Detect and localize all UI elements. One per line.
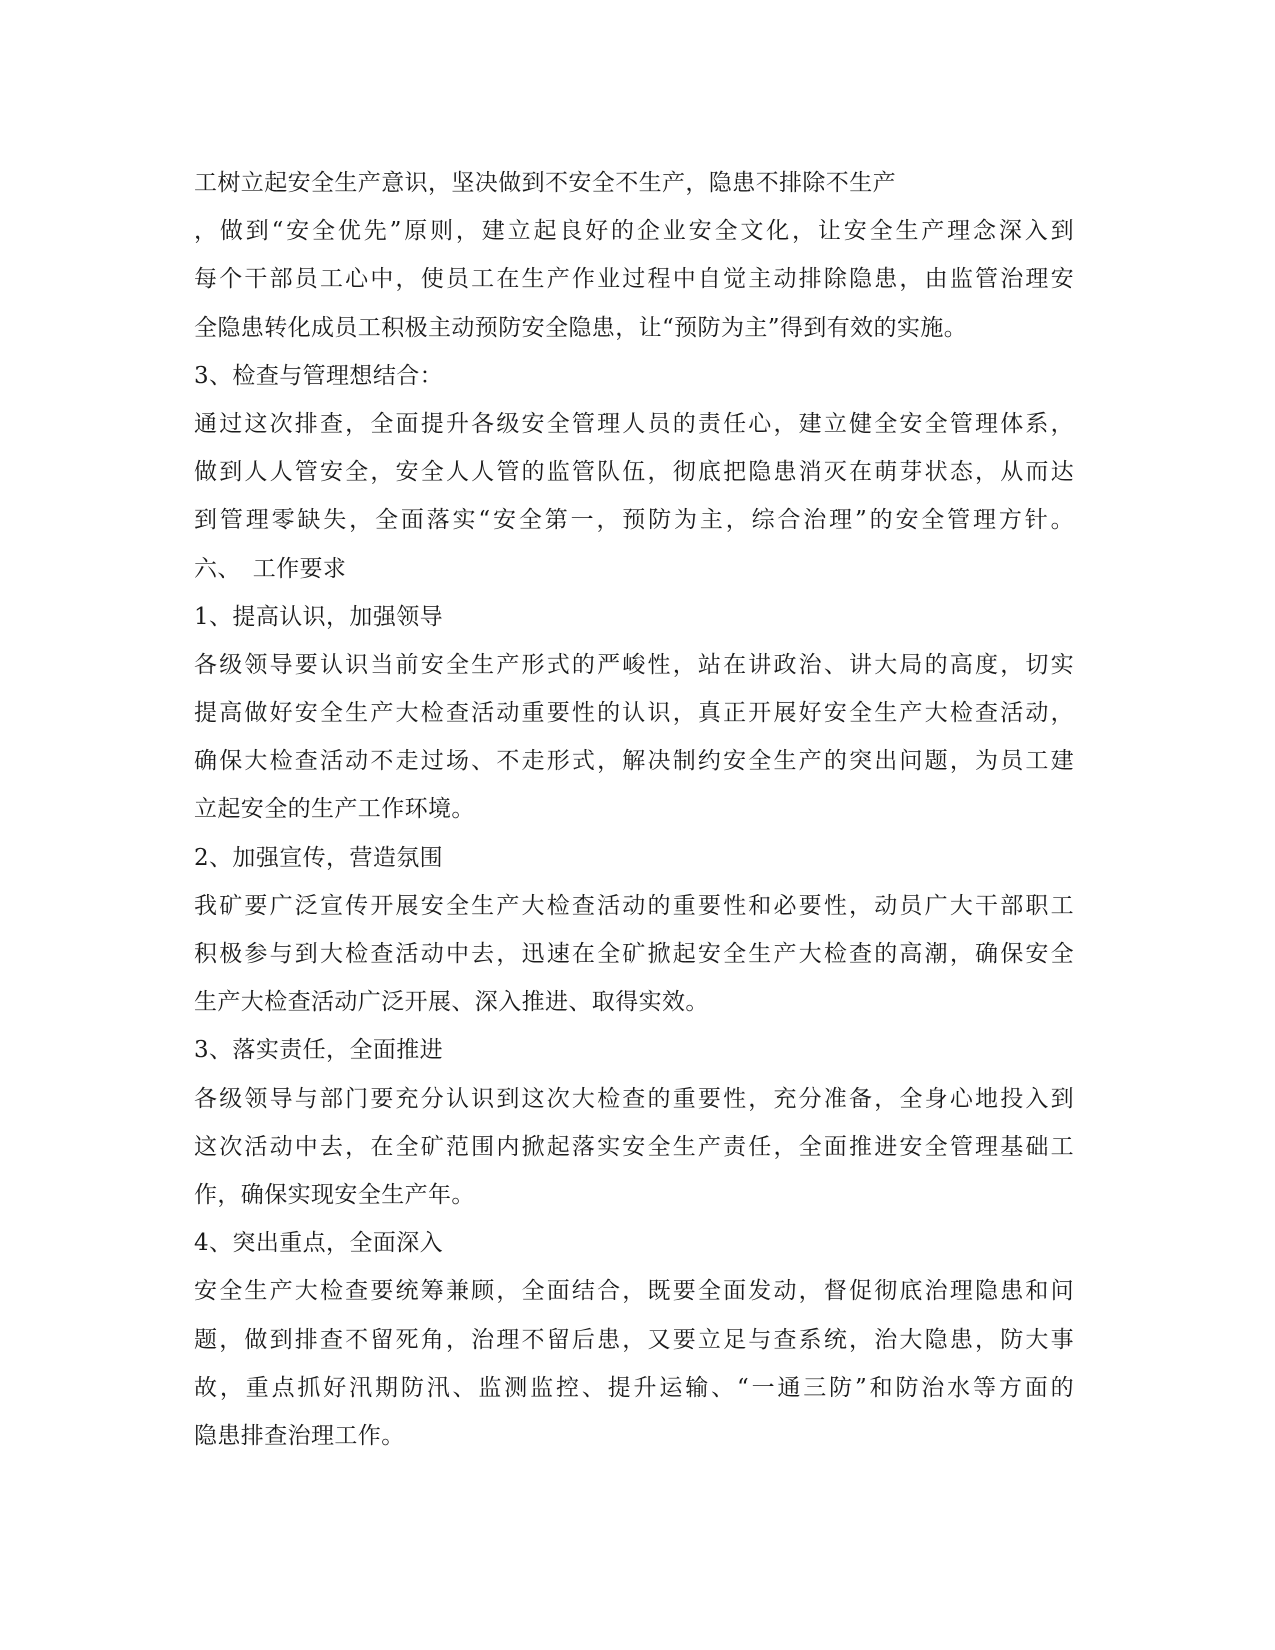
section-heading: 3、落实责任，全面推进 [194, 1037, 444, 1064]
section-heading: 1、提高认识，加强领导 [194, 603, 444, 630]
text-line: 题，做到排查不留死角，治理不留后患，又要立足与查系统，治大隐患，防大事 [194, 1326, 1074, 1353]
text-line: 全隐患转化成员工积极主动预防安全隐患，让“预防为主”得到有效的实施。 [194, 314, 968, 341]
section-heading: 六、 工作要求 [194, 555, 347, 582]
text-line: 通过这次排查，全面提升各级安全管理人员的责任心，建立健全安全管理体系， [194, 410, 1074, 437]
text-line: 提高做好安全生产大检查活动重要性的认识，真正开展好安全生产大检查活动， [194, 700, 1074, 727]
text-line: ，做到“安全优先”原则，建立起良好的企业安全文化，让安全生产理念深入到 [194, 218, 1074, 245]
text-line: 做到人人管安全，安全人人管的监管队伍，彻底把隐患消灭在萌芽状态，从而达 [194, 459, 1074, 486]
section-heading: 2、加强宣传，营造氛围 [194, 844, 444, 871]
text-line: 立起安全的生产工作环境。 [194, 796, 475, 823]
section-heading: 3、检查与管理想结合： [194, 362, 444, 389]
text-line: 安全生产大检查要统筹兼顾，全面结合，既要全面发动，督促彻底治理隐患和问 [194, 1278, 1074, 1305]
text-line: 各级领导要认识当前安全生产形式的严峻性，站在讲政治、讲大局的高度，切实 [194, 651, 1074, 678]
text-line: 生产大检查活动广泛开展、深入推进、取得实效。 [194, 989, 709, 1016]
text-line: 积极参与到大检查活动中去，迅速在全矿掀起安全生产大检查的高潮，确保安全 [194, 941, 1074, 967]
text-line: 故，重点抓好汛期防汛、监测监控、提升运输、“一通三防”和防治水等方面的 [194, 1374, 1074, 1401]
text-line: 作，确保实现安全生产年。 [194, 1181, 475, 1208]
text-line: 到管理零缺失，全面落实“安全第一，预防为主，综合治理”的安全管理方针。 [194, 507, 1074, 534]
text-line: 这次活动中去，在全矿范围内掀起落实安全生产责任，全面推进安全管理基础工 [194, 1133, 1074, 1160]
text-line: 隐患排查治理工作。 [194, 1422, 405, 1449]
text-line: 工树立起安全生产意识，坚决做到不安全不生产，隐患不排除不生产 [194, 170, 896, 196]
text-line: 各级领导与部门要充分认识到这次大检查的重要性，充分准备，全身心地投入到 [194, 1085, 1074, 1112]
text-line: 每个干部员工心中，使员工在生产作业过程中自觉主动排除隐患，由监管治理安 [194, 266, 1074, 293]
document-body [194, 159, 1074, 1460]
text-line: 确保大检查活动不走过场、不走形式，解决制约安全生产的突出问题，为员工建 [194, 748, 1074, 775]
section-heading: 4、突出重点，全面深入 [194, 1230, 444, 1257]
text-line: 我矿要广泛宣传开展安全生产大检查活动的重要性和必要性，动员广大干部职工 [194, 892, 1074, 919]
